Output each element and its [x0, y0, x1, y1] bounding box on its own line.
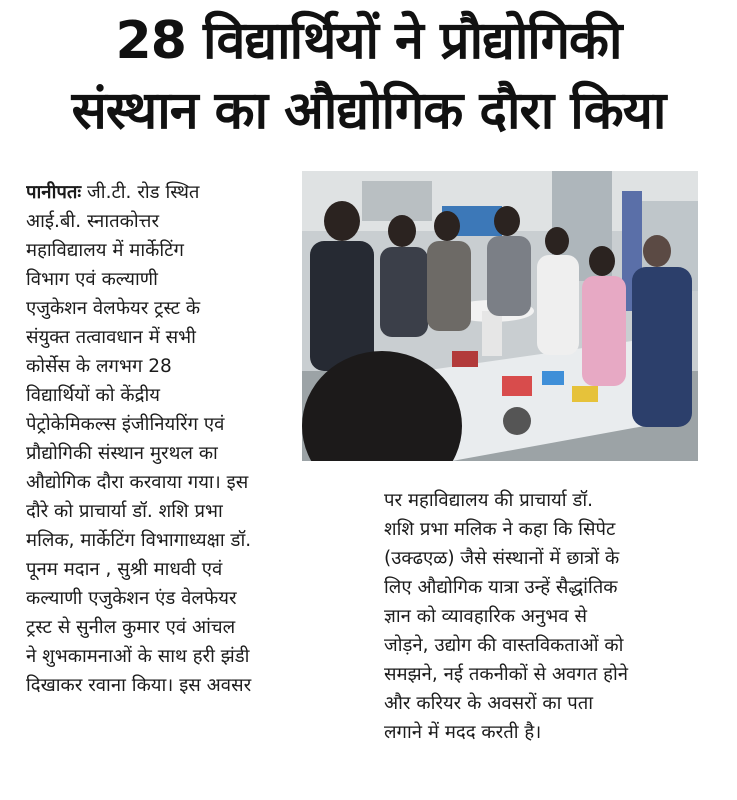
news-photo-illustration [302, 171, 698, 461]
article-column-right [384, 486, 714, 747]
article-line: ज्ञान को व्यावहारिक अनुभव से [384, 606, 587, 627]
article-line: पूनम मदान , सुश्री माधवी एवं [26, 559, 223, 580]
dateline: पानीपतः [26, 182, 82, 203]
article-line: ट्रस्ट से सुनील कुमार एवं आंचल [26, 617, 236, 638]
article-line: पेट्रोकेमिकल्स इंजीनियरिंग एवं [26, 414, 225, 435]
article-line: महाविद्यालय में मार्केटिंग [26, 240, 184, 261]
news-photo [302, 171, 698, 461]
headline [0, 6, 737, 146]
article-line: विभाग एवं कल्याणी [26, 269, 158, 290]
article-line: ने शुभकामनाओं के साथ हरी झंडी [26, 646, 250, 667]
headline-line-1: 28 विद्यार्थियों ने प्रौद्योगिकी [115, 11, 622, 71]
article-line: प्रौद्योगिकी संस्थान मुरथल का [26, 443, 218, 464]
article-line: कल्याणी एजुकेशन एंड वेलफेयर [26, 588, 237, 609]
article-line: जोड़ने, उद्योग की वास्तविकताओं को [384, 635, 624, 656]
article-line: लिए औद्योगिक यात्रा उन्हें सैद्धांतिक [384, 577, 618, 598]
article-line: मलिक, मार्केटिंग विभागाध्यक्षा डॉ. [26, 530, 252, 551]
article-line-text: जी.टी. रोड स्थित [87, 182, 200, 203]
article-column-left [26, 178, 308, 700]
article-line: लगाने में मदद करती है। [384, 722, 542, 743]
article-line: संयुक्त तत्वावधान में सभी [26, 327, 196, 348]
article-line: औद्योगिक दौरा करवाया गया। इस [26, 472, 249, 493]
article-line: विद्यार्थियों को केंद्रीय [26, 385, 160, 406]
article-line: आई.बी. स्नातकोत्तर [26, 211, 160, 232]
article-line: (उक्ढएळ) जैसे संस्थानों में छात्रों के [384, 548, 620, 569]
article-line: कोर्सेस के लगभग 28 [26, 356, 172, 377]
article-line: समझने, नई तकनीकों से अवगत होने [384, 664, 629, 685]
article-line: पर महाविद्यालय की प्राचार्या डॉ. [384, 490, 594, 511]
article-line: और करियर के अवसरों का पता [384, 693, 594, 714]
article-line: एजुकेशन वेलफेयर ट्रस्ट के [26, 298, 201, 319]
article-line [26, 178, 308, 207]
article-line: दौरे को प्राचार्या डॉ. शशि प्रभा [26, 501, 223, 522]
article-line: दिखाकर रवाना किया। इस अवसर [26, 675, 252, 696]
article-line: शशि प्रभा मलिक ने कहा कि सिपेट [384, 519, 616, 540]
headline-line-2: संस्थान का औद्योगिक दौरा किया [71, 81, 666, 141]
